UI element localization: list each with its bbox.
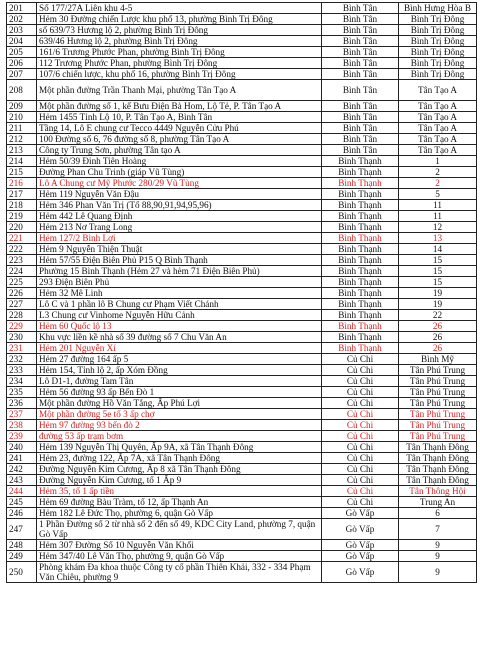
- district-cell: Bình Thạnh: [322, 222, 399, 233]
- row-number-cell: 207: [7, 69, 37, 80]
- ward-cell: 12: [399, 222, 477, 233]
- district-cell: Bình Thạnh: [322, 277, 399, 288]
- address-cell: Hẻm 27 đường 164 ấp 5: [37, 354, 322, 365]
- ward-cell: Tân Thạnh Đông: [399, 475, 477, 486]
- row-number-cell: 204: [7, 36, 37, 47]
- ward-cell: Bình Trị Đông: [399, 47, 477, 58]
- address-cell: 107/6 chiến lược, khu phố 16, phường Bình Trị Đông: [37, 69, 322, 80]
- district-cell: Bình Tân: [322, 25, 399, 36]
- row-number-cell: 221: [7, 233, 37, 244]
- address-cell: Một phần đường Trần Thanh Mại, phường Tân Tạo A: [37, 80, 322, 101]
- address-cell: Hẻm 442 Lê Quang Định: [37, 211, 322, 222]
- ward-cell: Bình Trị Đông: [399, 69, 477, 80]
- ward-cell: 5: [399, 189, 477, 200]
- row-number-cell: 220: [7, 222, 37, 233]
- table-row: [7, 453, 477, 464]
- district-cell: Củ Chi: [322, 409, 399, 420]
- row-number-cell: 243: [7, 475, 37, 486]
- address-cell: Hẻm 182 Lê Đức Thọ, phường 6, quận Gò Vấp: [37, 508, 322, 519]
- table-row: [7, 288, 477, 299]
- ward-cell: Tân Phú Trung: [399, 420, 477, 431]
- address-cell: 639/46 Hương lộ 2, phường Bình Trị Đông: [37, 36, 322, 47]
- address-cell: Lô D1-1, đường Tam Tân: [37, 376, 322, 387]
- ward-cell: 6: [399, 508, 477, 519]
- address-cell: 1 Phần Đường số 2 từ nhà số 2 đến số 49, KDC City Land, phường 7, quận Gò Vấp: [37, 519, 322, 540]
- table-row: [7, 25, 477, 36]
- table-row: [7, 47, 477, 58]
- row-number-cell: 217: [7, 189, 37, 200]
- address-cell: Đường Nguyễn Kim Cương, Ấp 8 xã Tân Thạnh Đông: [37, 464, 322, 475]
- row-number-cell: 228: [7, 310, 37, 321]
- district-cell: Củ Chi: [322, 420, 399, 431]
- table-row: [7, 365, 477, 376]
- district-cell: Củ Chi: [322, 442, 399, 453]
- ward-cell: 26: [399, 332, 477, 343]
- row-number-cell: 239: [7, 431, 37, 442]
- row-number-cell: 210: [7, 112, 37, 123]
- ward-cell: 26: [399, 343, 477, 354]
- address-cell: Hẻm 1455 Tỉnh Lộ 10, P. Tân Tạo A, Bình Tân: [37, 112, 322, 123]
- ward-cell: Bình Mỹ: [399, 354, 477, 365]
- table-row: [7, 420, 477, 431]
- district-cell: Bình Thạnh: [322, 244, 399, 255]
- district-cell: Bình Thạnh: [322, 310, 399, 321]
- table-row: [7, 442, 477, 453]
- row-number-cell: 235: [7, 387, 37, 398]
- district-cell: Bình Thạnh: [322, 266, 399, 277]
- address-cell: Một phần đường số 1, kế Bưu Điện Bà Hom, Lộ Tẻ, P. Tân Tạo A: [37, 101, 322, 112]
- row-number-cell: 219: [7, 211, 37, 222]
- row-number-cell: 230: [7, 332, 37, 343]
- row-number-cell: 206: [7, 58, 37, 69]
- ward-cell: Bình Trị Đông: [399, 58, 477, 69]
- address-cell: Một phần đường 5e tổ 3 ấp chợ: [37, 409, 322, 420]
- district-cell: Củ Chi: [322, 387, 399, 398]
- row-number-cell: 236: [7, 398, 37, 409]
- district-cell: Củ Chi: [322, 365, 399, 376]
- district-cell: Gò Vấp: [322, 508, 399, 519]
- row-number-cell: 227: [7, 299, 37, 310]
- row-number-cell: 240: [7, 442, 37, 453]
- address-cell: Lô C và 1 phần lô B Chung cư Phạm Viết Chánh: [37, 299, 322, 310]
- table-row: [7, 310, 477, 321]
- address-cell: Hẻm 347/40 Lê Văn Thọ, phường 9, quận Gò Vấp: [37, 551, 322, 562]
- table-row: [7, 156, 477, 167]
- district-cell: Bình Thạnh: [322, 200, 399, 211]
- table-row: [7, 540, 477, 551]
- district-cell: Củ Chi: [322, 497, 399, 508]
- table-row: [7, 69, 477, 80]
- ward-cell: Tân Phú Trung: [399, 387, 477, 398]
- district-cell: Củ Chi: [322, 475, 399, 486]
- ward-cell: Tân Phú Trung: [399, 431, 477, 442]
- ward-cell: 13: [399, 233, 477, 244]
- address-cell: Hẻm 32 Mê Linh: [37, 288, 322, 299]
- row-number-cell: 242: [7, 464, 37, 475]
- row-number-cell: 238: [7, 420, 37, 431]
- row-number-cell: 203: [7, 25, 37, 36]
- address-table-body: [7, 3, 477, 583]
- ward-cell: 7: [399, 519, 477, 540]
- table-row: [7, 200, 477, 211]
- district-cell: Gò Vấp: [322, 551, 399, 562]
- ward-cell: 19: [399, 299, 477, 310]
- row-number-cell: 208: [7, 80, 37, 101]
- table-row: [7, 36, 477, 47]
- address-cell: Hẻm 35, tổ 1 ấp tiền: [37, 486, 322, 497]
- ward-cell: 1: [399, 156, 477, 167]
- table-row: [7, 464, 477, 475]
- table-row: [7, 101, 477, 112]
- ward-cell: Tân Phú Trung: [399, 376, 477, 387]
- row-number-cell: 216: [7, 178, 37, 189]
- address-cell: số 639/73 Hương lộ 2, phường Bình Trị Đông: [37, 25, 322, 36]
- address-cell: Hẻm 213 Nơ Trang Long: [37, 222, 322, 233]
- ward-cell: 11: [399, 200, 477, 211]
- row-number-cell: 201: [7, 3, 37, 14]
- table-row: [7, 431, 477, 442]
- row-number-cell: 218: [7, 200, 37, 211]
- address-cell: Hẻm 139 Nguyễn Thị Quyên, Ấp 9A, xã Tân Thạnh Đông: [37, 442, 322, 453]
- row-number-cell: 209: [7, 101, 37, 112]
- address-cell: Phòng khám Đa khoa thuộc Công ty cổ phần Thiên Khải, 332 - 334 Phạm Văn Chiêu, phường 9: [37, 562, 322, 583]
- ward-cell: Tân Phú Trung: [399, 365, 477, 376]
- address-cell: Hẻm 57/55 Điện Biên Phủ P15 Q Bình Thạnh: [37, 255, 322, 266]
- district-cell: Gò Vấp: [322, 562, 399, 583]
- row-number-cell: 245: [7, 497, 37, 508]
- table-row: [7, 14, 477, 25]
- table-row: [7, 376, 477, 387]
- row-number-cell: 215: [7, 167, 37, 178]
- address-cell: 293 Điện Biên Phủ: [37, 277, 322, 288]
- ward-cell: Tân Tạo A: [399, 112, 477, 123]
- ward-cell: Tân Tạo A: [399, 123, 477, 134]
- address-cell: 112 Trương Phước Phan, phường Bình Trị Đông: [37, 58, 322, 69]
- row-number-cell: 229: [7, 321, 37, 332]
- table-row: [7, 255, 477, 266]
- table-row: [7, 398, 477, 409]
- row-number-cell: 234: [7, 376, 37, 387]
- address-table-page: [6, 2, 476, 583]
- address-cell: Hẻm 23, đường 122, Ấp 7A, xã Tân Thạnh Đông: [37, 453, 322, 464]
- address-cell: Hẻm 346 Phan Văn Trị (Tổ 88,90,91,94,95,96): [37, 200, 322, 211]
- address-cell: Công ty Trung Sơn, phường Tân tạo A: [37, 145, 322, 156]
- row-number-cell: 226: [7, 288, 37, 299]
- district-cell: Bình Tân: [322, 101, 399, 112]
- table-row: [7, 233, 477, 244]
- ward-cell: 15: [399, 255, 477, 266]
- district-cell: Bình Thạnh: [322, 233, 399, 244]
- row-number-cell: 222: [7, 244, 37, 255]
- address-cell: Đường Nguyễn Kim Cương, tổ 1 Ấp 9: [37, 475, 322, 486]
- row-number-cell: 212: [7, 134, 37, 145]
- table-row: [7, 497, 477, 508]
- address-cell: Đường Phan Chu Trinh (giáp Vũ Tùng): [37, 167, 322, 178]
- ward-cell: Tân Phú Trung: [399, 398, 477, 409]
- district-cell: Bình Thạnh: [322, 288, 399, 299]
- address-cell: Hẻm 154, Tỉnh lộ 2, ấp Xóm Đồng: [37, 365, 322, 376]
- district-cell: Bình Tân: [322, 145, 399, 156]
- table-row: [7, 58, 477, 69]
- table-row: [7, 519, 477, 540]
- row-number-cell: 250: [7, 562, 37, 583]
- ward-cell: Bình Trị Đông: [399, 36, 477, 47]
- table-row: [7, 189, 477, 200]
- district-cell: Củ Chi: [322, 354, 399, 365]
- address-cell: Khu vực liền kề nhà số 39 đường số 7 Chu Văn An: [37, 332, 322, 343]
- table-row: [7, 354, 477, 365]
- table-row: [7, 562, 477, 583]
- district-cell: Gò Vấp: [322, 540, 399, 551]
- district-cell: Củ Chi: [322, 464, 399, 475]
- table-row: [7, 145, 477, 156]
- district-cell: Củ Chi: [322, 486, 399, 497]
- table-row: [7, 486, 477, 497]
- ward-cell: Tân Tạo A: [399, 145, 477, 156]
- address-cell: Một phần đường Hồ Văn Tắng, Ấp Phú Lợi: [37, 398, 322, 409]
- row-number-cell: 249: [7, 551, 37, 562]
- ward-cell: Tân Thạnh Đông: [399, 464, 477, 475]
- address-cell: đường 53 ấp trạm bơm: [37, 431, 322, 442]
- ward-cell: 14: [399, 244, 477, 255]
- table-row: [7, 178, 477, 189]
- ward-cell: 15: [399, 266, 477, 277]
- district-cell: Củ Chi: [322, 376, 399, 387]
- district-cell: Bình Thạnh: [322, 299, 399, 310]
- row-number-cell: 225: [7, 277, 37, 288]
- district-cell: Củ Chi: [322, 453, 399, 464]
- row-number-cell: 241: [7, 453, 37, 464]
- row-number-cell: 205: [7, 47, 37, 58]
- district-cell: Bình Thạnh: [322, 178, 399, 189]
- address-cell: Lô A Chung cư Mỹ Phước 280/29 Vũ Tùng: [37, 178, 322, 189]
- row-number-cell: 231: [7, 343, 37, 354]
- ward-cell: 26: [399, 321, 477, 332]
- address-cell: Hẻm 307 Đường Số 10 Nguyễn Văn Khối: [37, 540, 322, 551]
- ward-cell: Tân Thông Hội: [399, 486, 477, 497]
- district-cell: Củ Chi: [322, 398, 399, 409]
- address-cell: 100 Đường số 6, 76 đường số 8, phường Tân Tạo A: [37, 134, 322, 145]
- address-cell: Hẻm 201 Nguyễn Xí: [37, 343, 322, 354]
- ward-cell: Tân Thạnh Đông: [399, 453, 477, 464]
- table-row: [7, 211, 477, 222]
- district-cell: Bình Tân: [322, 112, 399, 123]
- table-row: [7, 80, 477, 101]
- ward-cell: Trung An: [399, 497, 477, 508]
- address-cell: Hẻm 69 đường Bàu Tràm, tổ 12, ấp Thạnh An: [37, 497, 322, 508]
- district-cell: Bình Tân: [322, 3, 399, 14]
- table-row: [7, 112, 477, 123]
- address-cell: Hẻm 56 đường 93 ấp Bến Đò 1: [37, 387, 322, 398]
- table-row: [7, 475, 477, 486]
- district-cell: Bình Thạnh: [322, 167, 399, 178]
- district-cell: Bình Thạnh: [322, 189, 399, 200]
- table-row: [7, 551, 477, 562]
- district-cell: Bình Thạnh: [322, 321, 399, 332]
- table-row: [7, 3, 477, 14]
- district-cell: Bình Tân: [322, 14, 399, 25]
- ward-cell: 9: [399, 551, 477, 562]
- table-row: [7, 321, 477, 332]
- row-number-cell: 211: [7, 123, 37, 134]
- district-cell: Bình Tân: [322, 69, 399, 80]
- district-cell: Bình Tân: [322, 80, 399, 101]
- address-cell: Phường 15 Bình Thạnh (Hẻm 27 và hẻm 71 Điện Biên Phủ): [37, 266, 322, 277]
- ward-cell: 22: [399, 310, 477, 321]
- ward-cell: Tân Phú Trung: [399, 409, 477, 420]
- table-row: [7, 244, 477, 255]
- row-number-cell: 232: [7, 354, 37, 365]
- address-cell: L3 Chung cư Vinhome Nguyễn Hữu Cảnh: [37, 310, 322, 321]
- ward-cell: 11: [399, 211, 477, 222]
- address-cell: Hẻm 119 Nguyễn Văn Đậu: [37, 189, 322, 200]
- table-row: [7, 508, 477, 519]
- address-cell: Tầng 14, Lô E chung cư Tecco 4449 Nguyễn Cửu Phú: [37, 123, 322, 134]
- row-number-cell: 213: [7, 145, 37, 156]
- district-cell: Củ Chi: [322, 431, 399, 442]
- address-cell: Hẻm 97 đường 93 bến đò 2: [37, 420, 322, 431]
- ward-cell: 9: [399, 540, 477, 551]
- table-row: [7, 222, 477, 233]
- district-cell: Bình Thạnh: [322, 332, 399, 343]
- ward-cell: 19: [399, 288, 477, 299]
- row-number-cell: 244: [7, 486, 37, 497]
- address-cell: 161/6 Trương Phước Phan, phường Bình Trị Đông: [37, 47, 322, 58]
- district-cell: Bình Thạnh: [322, 343, 399, 354]
- row-number-cell: 248: [7, 540, 37, 551]
- table-row: [7, 123, 477, 134]
- address-table: [6, 2, 477, 583]
- table-row: [7, 266, 477, 277]
- row-number-cell: 214: [7, 156, 37, 167]
- ward-cell: 9: [399, 562, 477, 583]
- ward-cell: Tân Tạo A: [399, 134, 477, 145]
- district-cell: Bình Tân: [322, 36, 399, 47]
- table-row: [7, 343, 477, 354]
- ward-cell: Bình Trị Đông: [399, 14, 477, 25]
- row-number-cell: 247: [7, 519, 37, 540]
- district-cell: Gò Vấp: [322, 519, 399, 540]
- row-number-cell: 237: [7, 409, 37, 420]
- district-cell: Bình Tân: [322, 123, 399, 134]
- address-cell: Hẻm 60 Quốc lộ 13: [37, 321, 322, 332]
- ward-cell: Tân Tạo A: [399, 101, 477, 112]
- row-number-cell: 246: [7, 508, 37, 519]
- ward-cell: Bình Hưng Hòa B: [399, 3, 477, 14]
- table-row: [7, 277, 477, 288]
- row-number-cell: 202: [7, 14, 37, 25]
- row-number-cell: 224: [7, 266, 37, 277]
- district-cell: Bình Thạnh: [322, 156, 399, 167]
- district-cell: Bình Thạnh: [322, 211, 399, 222]
- ward-cell: 2: [399, 167, 477, 178]
- district-cell: Bình Tân: [322, 58, 399, 69]
- ward-cell: 2: [399, 178, 477, 189]
- address-cell: Số 177/27A Liên khu 4-5: [37, 3, 322, 14]
- table-row: [7, 387, 477, 398]
- table-row: [7, 409, 477, 420]
- district-cell: Bình Tân: [322, 134, 399, 145]
- address-cell: Hẻm 50/39 Đinh Tiên Hoàng: [37, 156, 322, 167]
- ward-cell: Bình Trị Đông: [399, 25, 477, 36]
- ward-cell: 15: [399, 277, 477, 288]
- table-row: [7, 332, 477, 343]
- row-number-cell: 233: [7, 365, 37, 376]
- table-row: [7, 299, 477, 310]
- address-cell: Hẻm 30 Đường chiến Lược khu phố 13, phường Bình Trị Đông: [37, 14, 322, 25]
- table-row: [7, 167, 477, 178]
- row-number-cell: 223: [7, 255, 37, 266]
- address-cell: Hẻm 127/2 Bình Lợi: [37, 233, 322, 244]
- ward-cell: Tân Thạnh Đông: [399, 442, 477, 453]
- table-row: [7, 134, 477, 145]
- ward-cell: Tân Tạo A: [399, 80, 477, 101]
- address-cell: Hẻm 9 Nguyễn Thiện Thuật: [37, 244, 322, 255]
- district-cell: Bình Thạnh: [322, 255, 399, 266]
- district-cell: Bình Tân: [322, 47, 399, 58]
